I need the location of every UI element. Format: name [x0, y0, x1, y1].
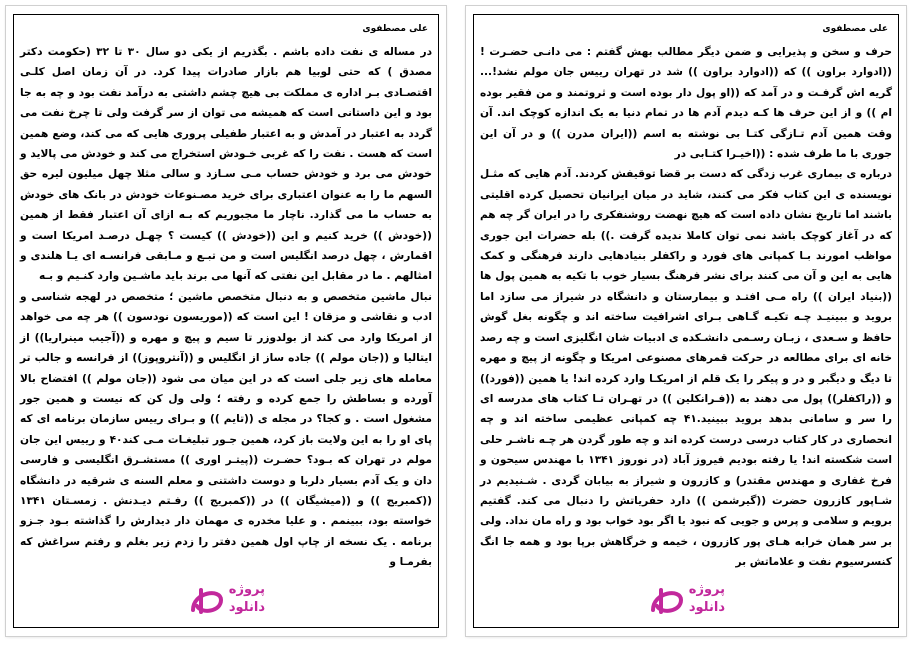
logo-word-top: پروژه	[688, 582, 725, 597]
page-body	[20, 42, 432, 573]
site-logo[interactable]	[647, 580, 725, 620]
page-right	[466, 6, 906, 636]
page-body	[480, 42, 892, 573]
d-swoosh-logo-icon	[647, 582, 687, 618]
paragraph: درباره ی بیماری غرب زدگی که دست بر قضا توقیفش کردند. آدم هایی که مثـل نویسنده ی این کتاب فکر می کنند، شاید در میان ایرانیان تحصیل کرده اقلیتی باشند اما تاریخ نشان داده است که هیچ نهضت روشنفکری را در ایران گر چه هم که در آغاز کوچک باشد نمی توان کاملا ندیده گرفت .)) بله حضرات این جوری مواظب امورند بـا کمپانی های فورد و راکفلر بنیادهایی دارند فرهنگی و کمک هایی به این و آن می کنند برای نشر فرهنگ بسیار خوب با تکیه به همین پول ها ((بنیاد ایران )) راه مـی افتـد و بیمارستان و دانشگاه در شیراز می سازد اما بروید و ببینیـد چـه تکیـه گـاهی بـرای اشرافیت ساخته اند و چگونه بغل گوش حافظ و سـعدی ، زبـان رسـمی دانشـکده ی ادبیات شان انگلیزی است و چه رصد خانه ای برای مطالعه در حرکت قمرهای مصنوعی امریکا و چگونه از پیچ و مهره تا دیگ و دیگبر و در و پیکر را یک قلم از امریکـا وارد کرده اند! یا همین ((فورد)) و ((راکفلر)) پول می دهند به ((فـرانکلین )) در تهـران تـا کتاب های مدرسه ای را سر و سامانی بدهد بروید ببینید.۴۱ چه کمپانی عظیمی ساخته اند و چه انحصاری در کار کتاب درسی درست کرده اند و چه طور گردن هر چـه ناشـر حلی است شکسته اند! یا رفته بودیم فیروز آباد (در نوروز ۱۳۴۱ با مهندس سیحون و فرخ غفاری و مهندس مقتدر) و کازرون و شیراز به بیابان گردی . شـنیدیم در شـاپور کازرون حضرت ((گیرشمن )) دارد حفریاتش را دنبال می کند. گفتیم برویم و سلامی و پرس و جویی که نبود یا اگر بود خواب بود و راه مان نداد. ولی بر سر همان خرابه هـای پور کازرون ، خیمه و خرگاهش برپا بود و همه جا انگ کنسرسیوم نفت و علاماتش بر	[480, 168, 892, 569]
logo-word-bottom: دانلود	[228, 600, 265, 615]
paragraph: در مساله ی نفت داده باشم . بگذریم از یکی دو سال ۳۰ تا ۳۲ (حکومت دکتر مصدق ) که حتی لوبیا هم بازار صادرات پیدا کرد. در آن زمان اصل کلـی اقتصـادی بـر اداره ی مملکت بی هیچ چشم داشتی به درآمد نفت بود و چه به جا بود و این داستانی است که همیشه می توان از سر گرفت ولی تا چرخ نفت می گردد به اعتبار در آمدش و به اعتبار طفیلی پروری هایی که می کند، وضع همین است که هست . نفت را که غربی خـودش استخراج می کند و خودش می پالاید و خودش می برد و خودش حساب مـی سـازد و سالی مثلا چهل میلیون لیره حق السهم ما را به عنوان اعتباری برای خرید مصـنوعات خودش در بانک های خودش به حساب ما می گذارد. ناچار ما مجبوریم که بـه ازای آن اعتبار فقط از همین ((خودش )) خرید کنیم و این ((خودش )) کیست ؟ چهـل درصـد امریکا است و اقمارش ، چهل درصد انگلیس است و من تبـع و مـابقی فرانسـه ای یـا هلندی و امثالهم . ما در مقابل این نفتی که آنها می برند باید ماشـین وارد کنـیم و بـه	[20, 46, 432, 283]
paragraph: حرف و سخن و پذیرایی و ضمن دیگر مطالب بهش گفتم : می دانـی حضـرت ! ((ادوارد براون )) که ((ادوارد براون )) شد در تهران رییس جان مولم نشد!... گریه اش گرفـت و در آمد که ((او پول دار بوده است و ثروتمند و من فقیر بوده ام )) و از این حرف ها کـه دیدم آدم ها در تمام دنیا به یک اندازه کوچک اند. آن وقت همین آدم تـازگی کتـا بی نوشته به اسم ((ایران مدرن )) و در آن این جوری با ما طرف شده : ((اخیـرا کتـابی در	[480, 46, 892, 161]
author-header: علی مصطفوی	[362, 24, 428, 34]
author-header: علی مصطفوی	[822, 24, 888, 34]
d-swoosh-logo-icon	[187, 582, 227, 618]
paragraph: نبال ماشین متخصص و به دنبال متخصص ماشین ؛ متخصص در لهجه شناسی و ادب و نقاشی و مزقان ! این است که ((موریسون نودسون )) هر چه می خواهد از امریکا وارد می کند از بولدوزر تا سیم و پیچ و مهره و ((آجیب مینراریا)) از ایتالیا و ((جان مولم )) جاده ساز از انگلیس و ((آنتروپوز)) از فرانسه و جالب تر معامله های زیر جلی است که در این میان می شود ((جان مولم )) افتضاح بالا آورده و بساطش را جمع کرده و رفته ؛ ولی ول کن که نیست و همین جور مشغول است . و کجا؟ در مجله ی ((تایم )) و بـرای رییس سازمان برنامه ای که پای او را به این ولایت باز کرد، همین جـور تبلیغـات مـی کند۴۰ و رییس این جان مولم در تهران که بـود؟ حضـرت ((پیتـر اوری )) مستشـرق انگلیسی و فارسی دان و یک آدم بسیار دلربا و دوست داشتنی و معلم السنه ی شرقیه در دانشگاه ((کمبریج )) و ((میشیگان )) در ((کمبریج )) رفـتم دیـدنش . زمسـتان ۱۳۴۱ خواسته بود، ببینمم . و علیا مخدره ی مهمان دار دیدارش را گذاشته بـود جـزو برنامه . یک نسخه از چاپ اول همین دفتر را زدم زیر بغلم و رفتم سراغش که بفرمـا و	[20, 290, 433, 569]
logo-word-top: پروژه	[228, 582, 265, 597]
site-logo[interactable]	[187, 580, 265, 620]
logo-word-bottom: دانلود	[688, 600, 725, 615]
page-left	[6, 6, 446, 636]
